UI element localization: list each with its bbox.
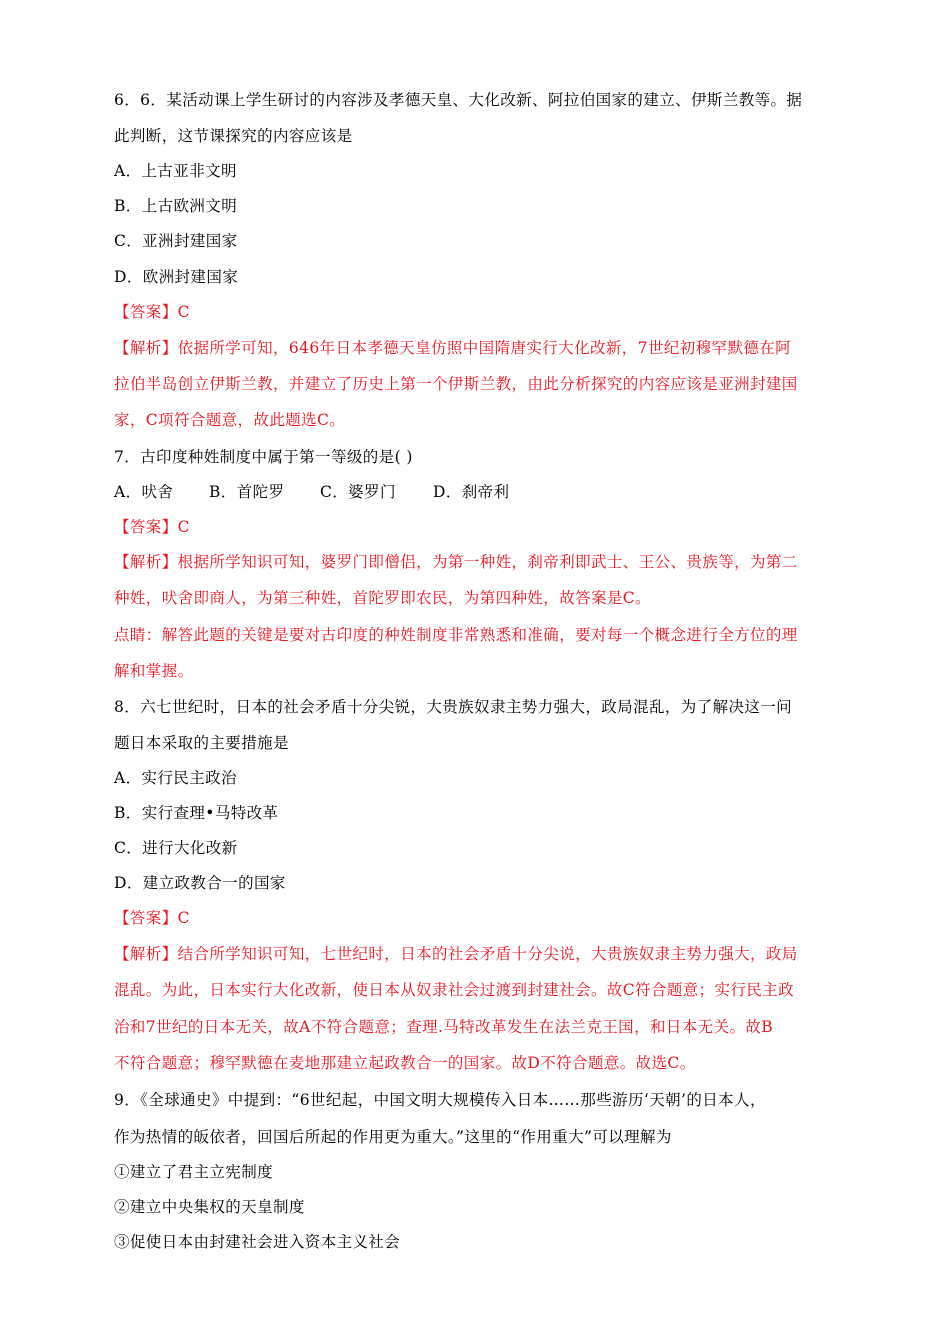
q6-analysis-line-2: 拉伯半岛创立伊斯兰教，并建立了历史上第一个伊斯兰教，由此分析探究的内容应该是亚洲封建国 xyxy=(114,375,798,393)
q7-option-d: D．刹帝利 xyxy=(433,483,510,501)
q6-option-c: C．亚洲封建国家 xyxy=(114,232,238,250)
q7-analysis-line-1: 【解析】根据所学知识可知，婆罗门即僧侣，为第一种姓，刹帝利即武士、王公、贵族等，为第二 xyxy=(114,553,798,571)
q6-option-b: B．上古欧洲文明 xyxy=(114,197,238,215)
q6-stem-line-1: 6．6．某活动课上学生研讨的内容涉及孝德天皇、大化改新、阿拉伯国家的建立、伊斯兰教等。据 xyxy=(114,91,803,109)
q6-option-a: A．上古亚非文明 xyxy=(114,162,237,180)
q8-analysis-line-3: 治和7世纪的日本无关，故A不符合题意；查理.马特改革发生在法兰克王国，和日本无关。故B xyxy=(114,1018,774,1036)
q7-answer: 【答案】C xyxy=(114,518,190,536)
q7-option-c: C．婆罗门 xyxy=(320,483,396,501)
q8-option-c: C．进行大化改新 xyxy=(114,839,238,857)
q6-analysis-line-3: 家，C项符合题意，故此题选C。 xyxy=(114,411,346,429)
q8-stem-line-1: 8．六七世纪时，日本的社会矛盾十分尖锐，大贵族奴隶主势力强大，政局混乱，为了解决这一问 xyxy=(114,698,793,716)
q6-answer: 【答案】C xyxy=(114,303,190,321)
q8-option-a: A．实行民主政治 xyxy=(114,769,237,787)
q7-analysis-line-2: 种姓，吠舍即商人，为第三种姓，首陀罗即农民，为第四种姓，故答案是C。 xyxy=(114,589,651,607)
q7-options xyxy=(114,481,509,503)
q9-item-2: ②建立中央集权的天皇制度 xyxy=(114,1198,305,1216)
q8-analysis-line-2: 混乱。为此，日本实行大化改新，使日本从奴隶社会过渡到封建社会。故C符合题意；实行民主政 xyxy=(114,981,795,999)
q8-analysis-line-1: 【解析】结合所学知识可知，七世纪时，日本的社会矛盾十分尖说，大贵族奴隶主势力强大，政局 xyxy=(114,945,798,963)
q9-stem-line-1: 9．《全球通史》中提到：“6世纪起，中国文明大规模传入日本……那些游历‘天朝’的日本人， xyxy=(114,1091,766,1109)
q7-option-a: A．吠舍 xyxy=(114,483,174,501)
q9-item-1: ①建立了君主立宪制度 xyxy=(114,1163,274,1181)
q7-comment-line-2: 解和掌握。 xyxy=(114,662,194,680)
q8-option-d: D．建立政教合一的国家 xyxy=(114,874,286,892)
q7-comment-line-1: 点睛：解答此题的关键是要对古印度的种姓制度非常熟悉和准确，要对每一个概念进行全方位的理 xyxy=(114,626,798,644)
q8-answer: 【答案】C xyxy=(114,909,190,927)
q8-stem-line-2: 题日本采取的主要措施是 xyxy=(114,734,289,752)
q6-analysis-line-1: 【解析】依据所学可知，646年日本孝德天皇仿照中国隋唐实行大化改新，7世纪初穆罕默德在阿 xyxy=(114,339,792,357)
q6-stem-line-2: 此判断，这节课探究的内容应该是 xyxy=(114,127,353,145)
q6-option-d: D．欧洲封建国家 xyxy=(114,268,239,286)
q9-item-3: ③促使日本由封建社会进入资本主义社会 xyxy=(114,1233,401,1251)
q7-stem: 7．古印度种姓制度中属于第一等级的是( ) xyxy=(114,448,413,466)
q8-analysis-line-4: 不符合题意；穆罕默德在麦地那建立起政教合一的国家。故D不符合题意。故选C。 xyxy=(114,1054,696,1072)
q8-option-b: B．实行查理•马特改革 xyxy=(114,804,279,822)
q9-stem-line-2: 作为热情的皈依者，回国后所起的作用更为重大。”这里的“作用重大”可以理解为 xyxy=(114,1128,672,1146)
q7-option-b: B．首陀罗 xyxy=(209,483,285,501)
